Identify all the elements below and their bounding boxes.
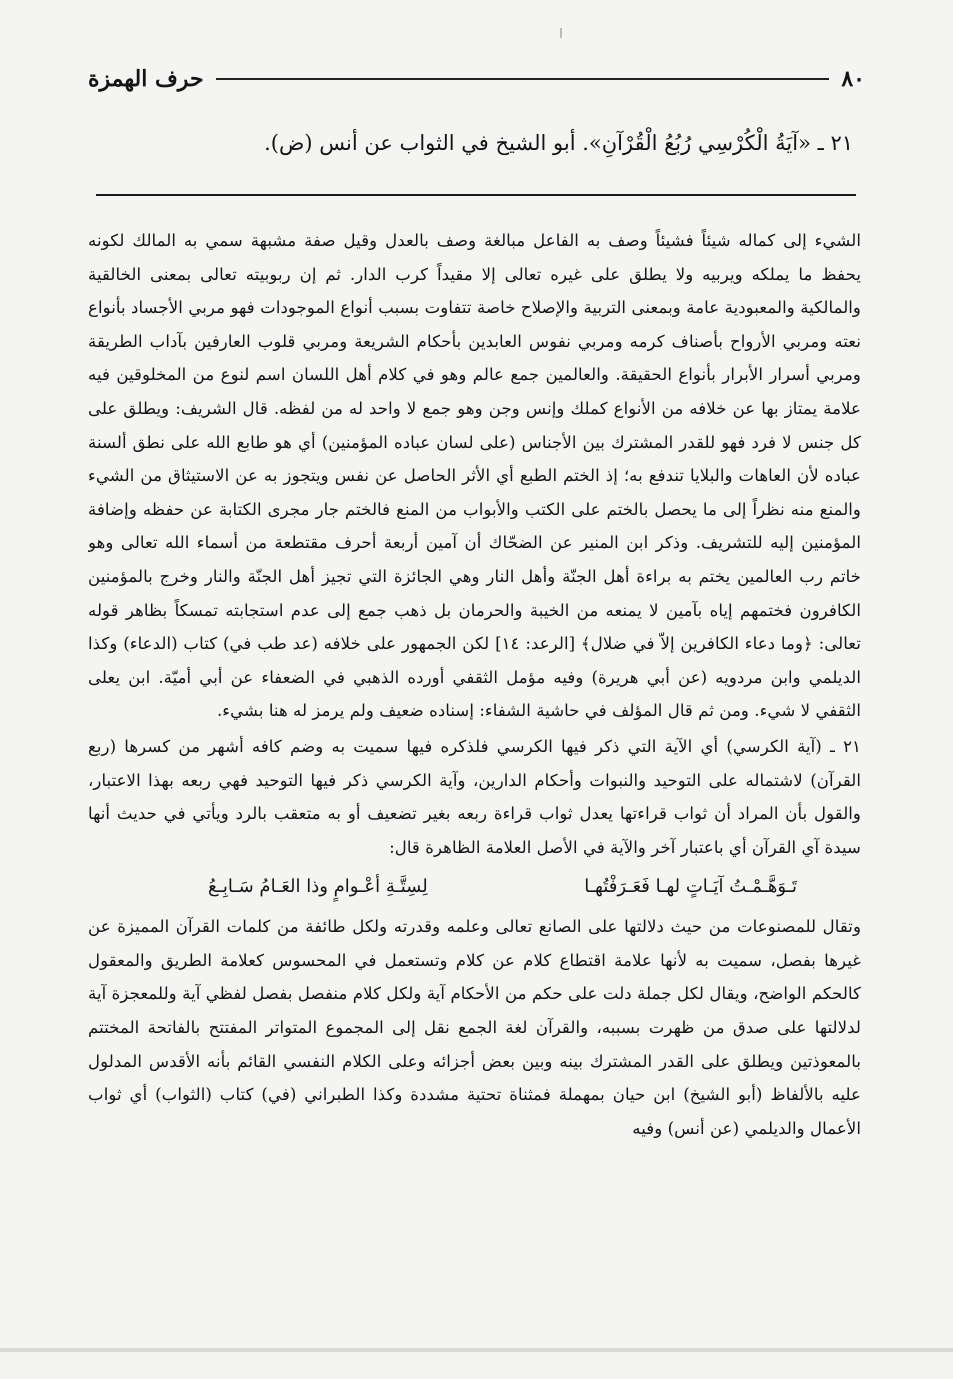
commentary-paragraph-1: الشيء إلى كماله شيئاً فشيئاً وصف به الفاعل مبالغة وصف بالعدل وقيل صفة مشبهة سمي به المالك لكونه يحفظ ما يملكه ويربيه ولا يطلق على غيره تعالى إلا مقيداً كرب الدار. ثم إن ربوبيته تعالى بمعنى الخالقية والمالكية والمعبودية عامة وبمعنى التربية والإصلاح خاصة تتفاوت بسبب أنواع الموجودات فهو مربي الأجساد بأنواع نعته ومربي الأرواح بأصناف كرمه ومربي نفوس العابدين بأحكام الشريعة ومربي قلوب العارفين بآداب الطريقة ومربي أسرار الأبرار بأنواع الحقيقة. والعالمين جمع عالم وهو في كلام أهل اللسان اسم لنوع من المخلوقين فيه علامة يمتاز بها عن خلافه من الأنواع كملك وإنس وجن وهو جمع لا واحد له من لفظه. قال الشريف: ويطلق على كل جنس لا فرد فهو للقدر المشترك بين الأجناس (على لسان عباده المؤمنين) أي هو طابع الله على نطق ألسنة عباده لأن العاهات والبلايا تندفع به؛ إذ الختم الطبع أي الأثر الحاصل عن نفس ويتجوز به عن الاستيثاق من الشيء والمنع منه نظراً إلى ما يحصل بالختم على الكتب والأبواب من المنع فالختم جار مجرى الكتابة عن حفظه وإضافة المؤمنين إليه للتشريف. وذكر ابن المنير عن الضحّاك أن آمين أربعة أحرف مقتطعة من أسماء الله تعالى وهو خاتم رب العالمين يختم به براءة أهل الجنّة وأهل النار وهي الجائزة التي تجيز أهل الجنّة والنار وخرج بالمؤمنين الكافرون فختمهم إياه بآمين لا يمنعه من الخيبة والحرمان بل ذهب جمع إلى عدم استجابته تمسكاً بظاهر قوله تعالى: ﴿وما دعاء الكافرين إلاّ في ضلال﴾ [الرعد: ١٤] لكن الجمهور على خلافه (عد طب في) كتاب (الدعاء) وكذا الديلمي وابن مردويه (عن أبي هريرة) وفيه مؤمل الثقفي أورده الذهبي في الضعفاء عن أبي أميّة. ابن يعلى الثقفي لا شيء. ومن ثم قال المؤلف في حاشية الشفاء: إسناده ضعيف ولم يرمز له هنا بشيء. bbox=[88, 230, 861, 721]
commentary bbox=[88, 224, 861, 1334]
page-number: ٨٠ bbox=[841, 66, 865, 92]
header-rule bbox=[216, 78, 830, 80]
page-header bbox=[88, 62, 865, 96]
commentary-paragraph-2: ٢١ ـ (آية الكرسي) أي الآية التي ذكر فيها الكرسي فلذكره فيها سميت به وضم كافه أشهر من كسرها (ربع القرآن) لاشتماله على التوحيد والنبوات وأحكام الدارين، وآية الكرسي ذكر فيها التوحيد فهي ربعه بهذا الاعتبار، والقول بأن المراد أن ثواب قراءتها يعدل ثواب قراءة ربعه بغير تضعيف أو به متعقب بالرد ويأتي في حديث أنها سيدة آي القرآن أي باعتبار آخر والآية في الأصل العلامة الظاهرة قال: bbox=[88, 735, 861, 857]
poetry-verse bbox=[88, 864, 861, 910]
scan-mark bbox=[560, 28, 562, 38]
scan-artifact bbox=[0, 1348, 953, 1352]
verse-second-hemistich: لِسِتَّـةِ أعْـوامٍ وذا العَـامُ سَـابِـعُ bbox=[208, 876, 428, 898]
commentary-paragraph-3: وتقال للمصنوعات من حيث دلالتها على الصانع تعالى وعلمه وقدرته ولكل طائفة من كلمات القرآن المميزة عن غيرها بفصل، سميت به لأنها علامة اقتطاع كلام عن كلام وتستعمل في المحسوس كعلامة الطريق والمعقول كالحكم الواضح، ويقال لكل جملة دلت على حكم من الأحكام آية ولكل كلام منفصل بفصل لفظي آية وللمعجزة آية لدلالتها على صدق من ظهرت بسببه، والقرآن لغة الجمع نقل إلى المجموع المتواتر المفتتح بالفاتحة المختتم بالمعوذتين ويطلق على القدر المشترك بينه وبين بعض أجزائه وعلى الكلام النفسي القائم بأنه الأقدس المدلول عليه بالألفاظ (أبو الشيخ) ابن حيان بمهملة فمثناة تحتية مشددة وكذا الطبراني (في) كتاب (الثواب) أي ثواب الأعمال والديلمي (عن أنس) وفيه bbox=[88, 916, 861, 1138]
hadith-text: ٢١ ـ «آيَةُ الْكُرْسِي رُبُعُ الْقُرْآنِ». أبو الشيخ في الثواب عن أنس (ض). bbox=[264, 131, 853, 155]
verse-first-hemistich: تَـوَهَّـمْـتُ آيَـاتٍ لهـا فَعَـرَفْتُهـا bbox=[584, 876, 797, 898]
separator-line bbox=[96, 194, 856, 196]
chapter-title: حرف الهمزة bbox=[88, 66, 204, 92]
